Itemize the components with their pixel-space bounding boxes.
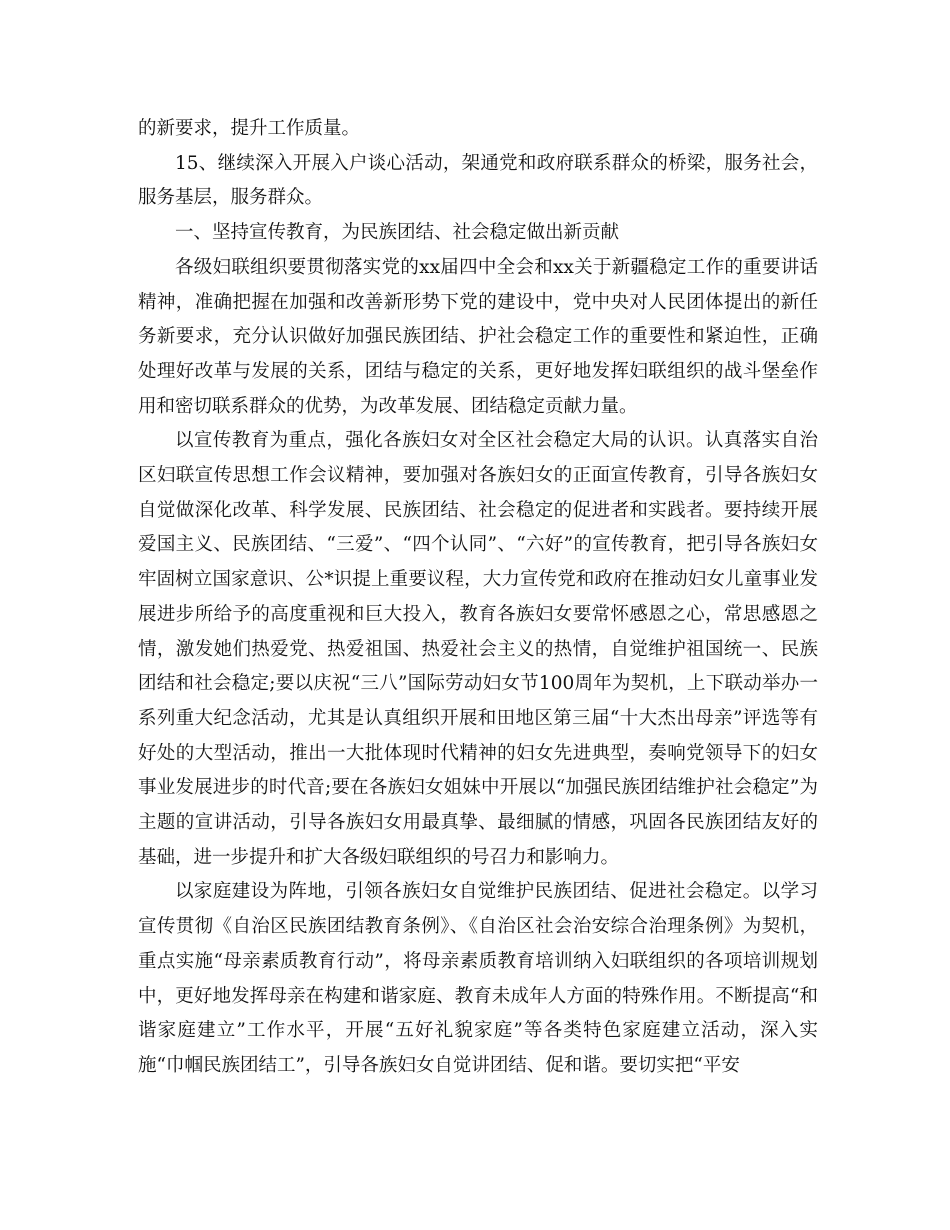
paragraph-continuation: 的新要求，提升工作质量。 [138,118,361,139]
paragraph-body: 以宣传教育为重点，强化各族妇女对全区社会稳定大局的认识。认真落实自治区妇联宣传思想工作会议精神，要加强对各族妇女的正面宣传教育，引导各族妇女自觉做深化改革、科学发展、民族团结、社会稳定的促进者和实践者。要持续开展爱国主义、民族团结、“三爱”、“四个认同”、“六好”的宣传教育，把引导各族妇女牢固树立国家意识、公*识提上重要议程，大力宣传党和政府在推动妇女儿童事业发展进步所给予的高度重视和巨大投入，教育各族妇女要常怀感恩之心，常思感恩之情，激发她们热爱党、热爱祖国、热爱社会主义的热情，自觉维护祖国统一、民族团结和社会稳定;要以庆祝“三八”国际劳动妇女节100周年为契机，上下联动举办一系列重大纪念活动，尤其是认真组织开展和田地区第三届“十大杰出母亲”评选等有好处的大型活动，推出一大批体现时代精神的妇女先进典型，奏响党领导下的妇女事业发展进步的时代音;要在各族妇女姐妹中开展以“加强民族团结维护社会稳定”为主题的宣讲活动，引导各族妇女用最真挚、最细腻的情感，巩固各民族团结友好的基础，进一步提升和扩大各级妇联组织的号召力和影响力。 [138,430,818,868]
paragraph-item-15: 15、继续深入开展入户谈心活动，架通党和政府联系群众的桥梁，服务社会，服务基层，服务群众。 [138,152,818,209]
section-heading-1: 一、坚持宣传教育，为民族团结、社会稳定做出新贡献 [175,222,620,244]
paragraph-body: 各级妇联组织要贯彻落实党的xx届四中全会和xx关于新疆稳定工作的重要讲话精神，准确把握在加强和改善新形势下党的建设中，党中央对人民团体提出的新任务新要求，充分认识做好加强民族团结、护社会稳定工作的重要性和紧迫性，正确处理好改革与发展的关系，团结与稳定的关系，更好地发挥妇联组织的战斗堡垒作用和密切联系群众的优势，为改革发展、团结稳定贡献力量。 [138,256,818,417]
paragraph-body: 以家庭建设为阵地，引领各族妇女自觉维护民族团结、促进社会稳定。以学习宣传贯彻《自治区民族团结教育条例》、《自治区社会治安综合治理条例》为契机，重点实施“母亲素质教育行动”，将母亲素质教育培训纳入妇联组织的各项培训规划中，更好地发挥母亲在构建和谐家庭、教育未成年人方面的特殊作用。不断提高“和谐家庭建立”工作水平，开展“五好礼貌家庭”等各类特色家庭建立活动，深入实施“巾帼民族团结工”，引导各族妇女自觉讲团结、促和谐。要切实把“平安 [138,881,818,1076]
document-body [138,112,818,1084]
